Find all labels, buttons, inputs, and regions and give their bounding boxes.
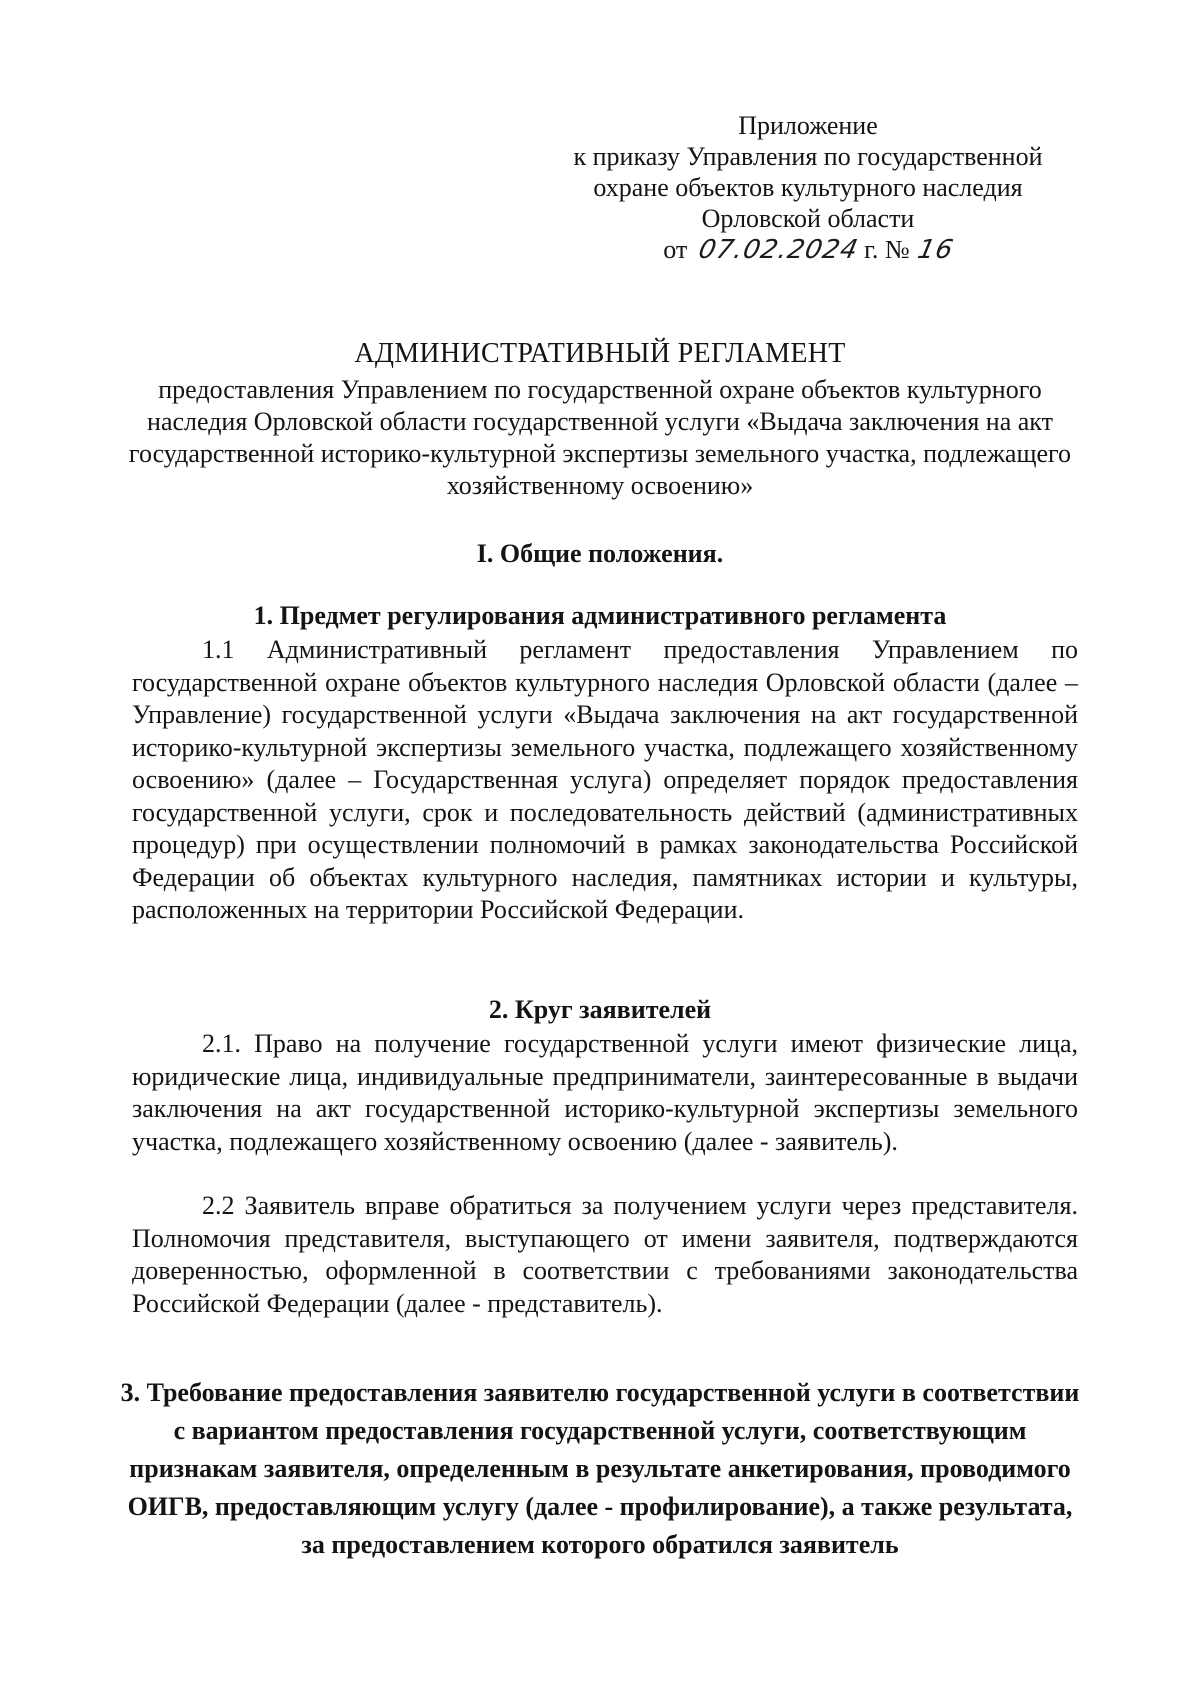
paragraph-2-2: 2.2 Заявитель вправе обратиться за получением услуги через представителя. Полномочия представителя, выступающего от имени заявителя, подтверждаются доверенностью, оформленной в соответствии с требованиями законодательства Российской Федерации (далее - представитель). [132, 1191, 1078, 1318]
handwritten-date: 07.02.2024 [696, 235, 862, 265]
handwritten-order-number: 16 [914, 235, 957, 265]
appendix-region: Орловской области [701, 204, 915, 233]
section-general-provisions-heading: I. Общие положения. [476, 539, 724, 568]
appendix-stamp-block [548, 110, 1068, 266]
from-label: от [663, 235, 688, 264]
paragraph-2-1: 2.1. Право на получение государственной услуги имеют физические лица, юридические лица, индивидуальные предприниматели, заинтересованные в выдачи заключения на акт государственной историко-культурной экспертизы земельного участка, подлежащего хозяйственному освоению (далее - заявитель). [132, 1029, 1078, 1156]
regulation-title-block [120, 338, 1080, 502]
appendix-label: Приложение [738, 111, 878, 140]
year-number-label: г. № [864, 235, 910, 264]
regulation-subtitle: предоставления Управлением по государственной охране объектов культурного наследия Орловской области государственной услуги «Выдача заключения на акт государственной историко-культурной экспертизы земельного участка, подлежащего хозяйственному освоению» [128, 375, 1072, 500]
subsection-subject-heading: 1. Предмет регулирования административного регламента [253, 601, 947, 630]
paragraph-1-1: 1.1 Административный регламент предоставления Управлением по государственной охране объектов культурного наследия Орловской области (далее – Управление) государственной услуги «Выдача заключения на акт государственной историко-культурной экспертизы земельного участка, подлежащего хозяйственному освоению» (далее – Государственная услуга) определяет порядок предоставления государственной услуги, срок и последовательность действий (административных процедур) при осуществлении полномочий в рамках законодательства Российской Федерации об объектах культурного наследия, памятниках истории и культуры, расположенных на территории Российской Федерации. [132, 635, 1078, 924]
appendix-order-date-number [548, 234, 1068, 266]
appendix-order-ref: к приказу Управления по государственной [573, 142, 1043, 171]
subsection-applicants-heading: 2. Круг заявителей [488, 995, 712, 1024]
regulation-main-title: АДМИНИСТРАТИВНЫЙ РЕГЛАМЕНТ [354, 338, 846, 369]
subsection-requirement-heading: 3. Требование предоставления заявителю государственной услуги в соответствии с вариантом предоставления государственной услуги, соответствующим признакам заявителя, определенным в результате анкетирования, проводимого ОИГВ, предоставляющим услугу (далее - профилирование), а также результата, за предоставлением которого обратился заявитель [120, 1378, 1080, 1559]
appendix-department: охране объектов культурного наследия [593, 173, 1023, 202]
